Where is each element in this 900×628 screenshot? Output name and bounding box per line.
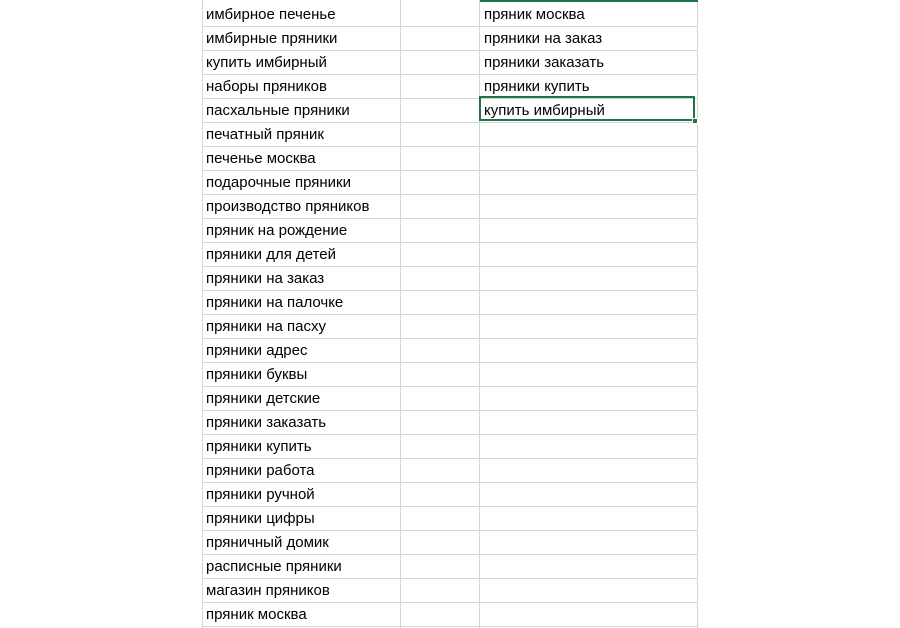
table-row bbox=[202, 363, 698, 387]
cell-a[interactable]: пряничный домик bbox=[206, 534, 329, 551]
cell-a[interactable]: пряники детские bbox=[206, 390, 321, 407]
cell-a[interactable]: печенье москва bbox=[206, 150, 316, 167]
cell-c[interactable]: пряники заказать bbox=[484, 54, 605, 71]
table-row bbox=[202, 603, 698, 627]
cell-a[interactable]: имбирное печенье bbox=[206, 6, 336, 23]
cell-a[interactable]: пряники работа bbox=[206, 462, 315, 479]
cell-a[interactable]: пряники заказать bbox=[206, 414, 327, 431]
fill-handle[interactable] bbox=[692, 118, 698, 124]
table-row bbox=[202, 339, 698, 363]
table-row bbox=[202, 579, 698, 603]
table-row bbox=[202, 507, 698, 531]
table-row bbox=[202, 147, 698, 171]
table-row bbox=[202, 219, 698, 243]
cell-a[interactable]: наборы пряников bbox=[206, 78, 327, 95]
cell-a[interactable]: пряник на рождение bbox=[206, 222, 348, 239]
table-row bbox=[202, 243, 698, 267]
table-row bbox=[202, 195, 698, 219]
table-row bbox=[202, 411, 698, 435]
cell-a[interactable]: купить имбирный bbox=[206, 54, 327, 71]
table-row bbox=[202, 291, 698, 315]
cell-a[interactable]: пряники на пасху bbox=[206, 318, 326, 335]
table-row bbox=[202, 267, 698, 291]
table-row bbox=[202, 123, 698, 147]
table-row bbox=[202, 27, 698, 51]
table-row bbox=[202, 171, 698, 195]
table-row bbox=[202, 483, 698, 507]
table-row bbox=[202, 315, 698, 339]
cell-a[interactable]: пряники буквы bbox=[206, 366, 308, 383]
cell-a[interactable]: расписные пряники bbox=[206, 558, 342, 575]
table-row bbox=[202, 555, 698, 579]
table-row bbox=[202, 51, 698, 75]
cell-a[interactable]: имбирные пряники bbox=[206, 30, 338, 47]
cell-c[interactable]: пряник москва bbox=[484, 6, 585, 23]
cell-a[interactable]: пряник москва bbox=[206, 606, 307, 623]
selected-cell-outline[interactable] bbox=[479, 96, 695, 121]
cell-a[interactable]: пасхальные пряники bbox=[206, 102, 350, 119]
cell-a[interactable]: пряники адрес bbox=[206, 342, 308, 359]
cell-a[interactable]: производство пряников bbox=[206, 198, 370, 215]
cell-a[interactable]: пряники на палочке bbox=[206, 294, 344, 311]
table-row bbox=[202, 435, 698, 459]
spreadsheet-grid bbox=[202, 0, 698, 628]
cell-a[interactable]: пряники ручной bbox=[206, 486, 315, 503]
table-row bbox=[202, 3, 698, 27]
table-row bbox=[202, 387, 698, 411]
cell-a[interactable]: пряники цифры bbox=[206, 510, 315, 527]
table-row bbox=[202, 459, 698, 483]
cell-c[interactable]: купить имбирный bbox=[484, 102, 605, 119]
cell-c[interactable]: пряники купить bbox=[484, 78, 590, 95]
cell-a[interactable]: пряники для детей bbox=[206, 246, 337, 263]
cell-a[interactable]: пряники купить bbox=[206, 438, 312, 455]
cell-a[interactable]: подарочные пряники bbox=[206, 174, 351, 191]
active-column-header-accent bbox=[480, 0, 698, 2]
cell-a[interactable]: пряники на заказ bbox=[206, 270, 325, 287]
cell-a[interactable]: магазин пряников bbox=[206, 582, 330, 599]
table-row bbox=[202, 531, 698, 555]
cell-a[interactable]: печатный пряник bbox=[206, 126, 324, 143]
cell-c[interactable]: пряники на заказ bbox=[484, 30, 603, 47]
